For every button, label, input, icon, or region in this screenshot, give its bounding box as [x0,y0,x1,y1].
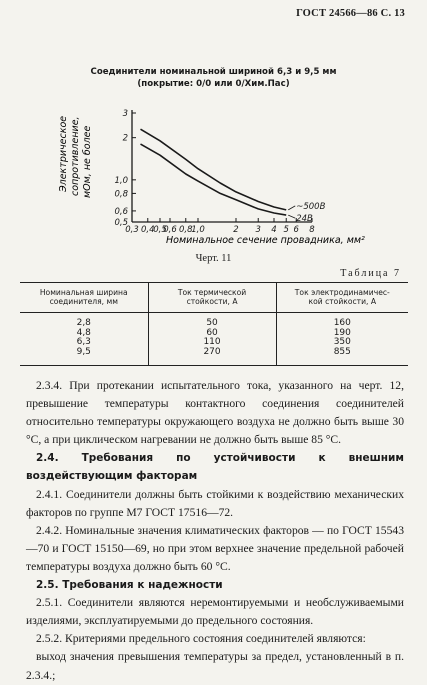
table-header-cell: Номинальная ширина соединителя, мм [20,283,148,313]
heading-2-4: 2.4. Требования по устойчивости к внешним воздействующим факторам [26,452,404,483]
figure-label: Черт. 11 [195,253,232,264]
table-7 [20,282,408,366]
paragraph-2-5-1: 2.5.1. Соединители являются неремонтируемыми и необслуживаемыми изделиями, эксплуатируемыми до предельного состояния. [26,596,404,628]
paragraph-2-5-2-item: выход значения превышения температуры за предел, установленный в п. 2.3.4.; [26,650,404,682]
ylabel-line1: Электрическое [58,115,69,192]
chart-ticks [114,109,315,235]
table-header-cell: Ток электродинамичес- кой стойкости, А [276,283,408,313]
y-tick-label: 2 [122,133,128,144]
figure-caption-line2: (покрытие: 0/0 или 0/Хим.Пас) [137,79,290,89]
table-row: 6,3 110 350 [20,338,408,348]
x-tick-label: 8 [309,225,315,235]
x-tick-label: 0,4 [141,225,155,235]
chart-series [141,129,326,224]
x-tick-label: 5 [283,225,289,235]
figure-caption-line1: Соединители номинальной шириной 6,3 и 9,5 мм [90,67,337,77]
paragraph-2-5-2: 2.5.2. Критериями предельного состояния соединителей являются: [36,632,366,646]
x-tick-label: 0,8 [179,225,193,235]
table-row: 9,5 270 855 [20,348,408,366]
body-text [26,377,404,685]
chart-axes [132,110,313,225]
chart-ylabel [58,116,93,198]
y-tick-label: 0,5 [114,218,128,228]
series-leader [288,215,295,218]
page-header: ГОСТ 24566—86 С. 13 [296,8,405,19]
table-title: Таблица 7 [340,268,401,279]
x-tick-label: 4 [271,225,277,235]
x-tick-label: 1,0 [191,225,205,235]
table-row: 2,8 50 160 [20,313,408,329]
table-header-row [20,283,408,313]
ylabel-line2: сопротивление, [70,116,81,196]
ylabel-line3: мОм, не более [82,125,93,198]
x-tick-label: 2 [233,225,239,235]
paragraph-2-3-4: 2.3.4. При протекании испытательного тока, указанного на черт. 12, превышение температуры контактного соединения соединителей относительно температуры окружающего воздуха не должно быть выше 30 °С, а при циклическом нагревании не должно быть выше 85 °С. [26,379,404,447]
series-line [141,129,287,210]
y-tick-label: 3 [122,109,128,119]
y-tick-label: 1,0 [114,175,128,186]
x-tick-label: 0,3 [125,225,139,235]
chart-xlabel: Номинальное сечение провадника, мм² [166,235,365,246]
y-tick-label: 0,6 [114,206,128,217]
x-tick-label: 3 [255,225,261,235]
paragraph-2-4-1: 2.4.1. Соединители должны быть стойкими к воздействию механических факторов по группе М7 ГОСТ 17516—72. [26,487,404,519]
table-row: 4,8 60 190 [20,329,408,339]
x-tick-label: 0,6 [163,225,177,235]
series-leader [288,206,295,210]
x-tick-label: 0,5 [153,225,167,235]
series-label: ~500В [296,201,326,212]
y-tick-label: 0,8 [114,189,128,200]
series-label: 24В [296,214,313,225]
paragraph-2-4-2: 2.4.2. Номинальные значения климатических факторов — по ГОСТ 15543—70 и ГОСТ 15150—69, но при этом верхнее значение предельной рабочей температуры воздуха должно быть 60 °С. [26,523,404,573]
x-tick-label: 6 [293,225,299,235]
heading-2-5: 2.5. Требования к надежности [36,579,223,592]
table-header-cell: Ток термической стойкости, А [148,283,276,313]
